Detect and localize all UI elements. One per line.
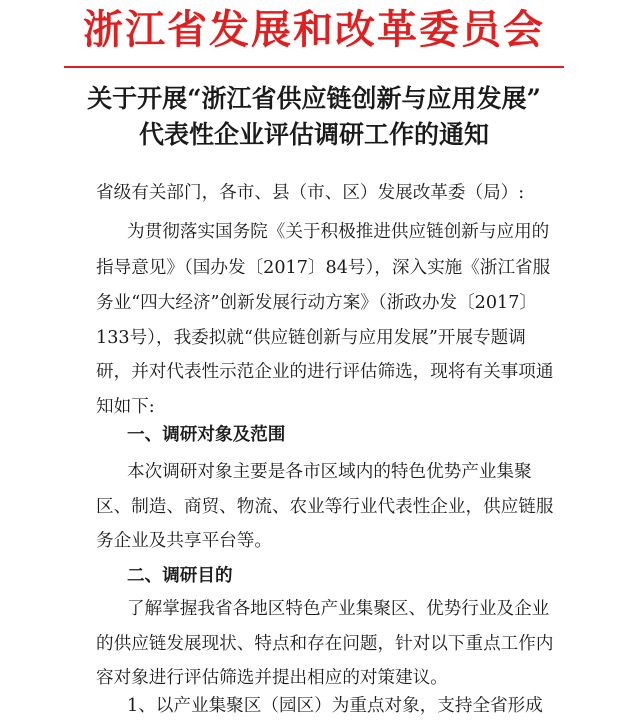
section-heading-2: 二、调研目的 — [127, 565, 233, 586]
section-2-line: 了解掌握我省各地区特色产业集聚区、优势行业及企业 — [127, 599, 550, 619]
section-1-line: 本次调研对象主要是各市区域内的特色优势产业集聚 — [127, 462, 532, 482]
intro-line: 为贯彻落实国务院《关于积极推进供应链创新与应用的 — [127, 222, 550, 242]
intro-line: 指导意见》（国办发〔2017〕84号），深入实施《浙江省服 — [96, 258, 551, 278]
org-header: 浙江省发展和改革委员会 — [83, 6, 545, 53]
document-title-line-1: 关于开展“浙江省供应链创新与应用发展” — [87, 84, 541, 113]
section-1-line: 区、制造、商贸、物流、农业等行业代表性企业，供应链服 — [96, 497, 554, 517]
intro-line: 研，并对代表性示范企业的进行评估筛选，现将有关事项通 — [96, 362, 554, 382]
section-2-line: 容对象进行评估筛选并提出相应的对策建议。 — [96, 668, 448, 688]
intro-line: 知如下: — [96, 397, 155, 417]
document-title-line-2: 代表性企业评估调研工作的通知 — [138, 120, 489, 149]
section-1-line: 务企业及共享平台等。 — [96, 531, 272, 551]
section-2-item-1: 1、以产业集聚区（园区）为重点对象，支持全省形成 — [127, 696, 543, 716]
intro-line: 133号），我委拟就“供应链创新与应用发展”开展专题调 — [96, 328, 526, 348]
header-red-rule — [64, 66, 564, 68]
salutation: 省级有关部门，各市、县（市、区）发展改革委（局）: — [96, 183, 525, 203]
section-heading-1: 一、调研对象及范围 — [127, 424, 286, 445]
section-2-line: 的供应链发展现状、特点和存在问题，针对以下重点工作内 — [96, 634, 554, 654]
intro-line: 务业“四大经济”创新发展行动方案》（浙政办发〔2017〕 — [96, 293, 538, 313]
